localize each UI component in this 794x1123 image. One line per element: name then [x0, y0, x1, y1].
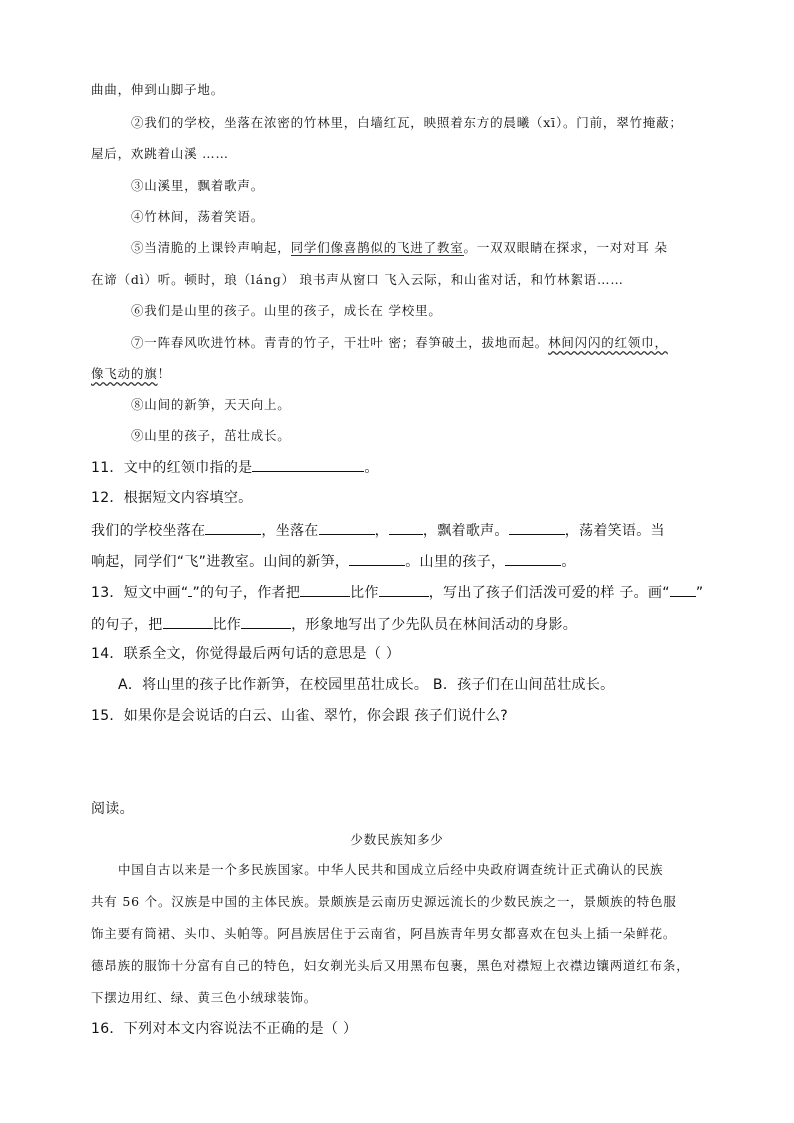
paragraph-3: ③山溪里，飘着歌声。: [131, 178, 265, 193]
text: ！: [157, 366, 171, 381]
paragraph-8: ⑧山间的新笋，天天向上。: [131, 397, 291, 412]
paragraph-4: ④竹林间，荡着笑语。: [131, 209, 265, 224]
answer-blank[interactable]: [205, 521, 261, 535]
question-12-line-1: [91, 521, 665, 539]
text: ⑤当清脆的上课铃声响起，: [131, 240, 291, 255]
article-line-1: 中国自古以来是一个多民族国家。中华人民共和国成立后经中央政府调查统计正式确认的民族: [118, 862, 664, 877]
question-12-line-2: [91, 552, 576, 570]
wavy-underlined-sentence: 林间闪闪的红领巾，: [548, 335, 668, 350]
answer-blank[interactable]: [379, 583, 429, 597]
paragraph-9: ⑨山里的孩子，茁壮成长。: [131, 428, 291, 443]
question-11: [91, 458, 379, 476]
paragraph-2-line-1: ②我们的学校，坐落在浓密的竹林里，白墙红瓦，映照着东方的晨曦（xī）。门前，翠竹掩蔽；: [131, 115, 683, 130]
question-text: 11．文中的红领巾指的是: [91, 460, 253, 476]
text: 。山里的孩子，: [405, 554, 506, 570]
reading-intro: 阅读。: [91, 801, 134, 817]
paragraph-7-line-1: [131, 335, 668, 351]
wavy-line-sample: [670, 583, 696, 597]
answer-blank[interactable]: [241, 615, 291, 629]
straight-underlined-sentence: 同学们像喜鹊似的飞进了教室: [290, 240, 464, 255]
text: 我们的学校坐落在: [91, 523, 206, 539]
text: ”的句子，作者把: [192, 585, 301, 601]
text: ，写出了孩子们活泼可爱的样 子。画“: [428, 585, 670, 601]
question-13-line-1: [91, 583, 703, 601]
paragraph-6: ⑥我们是山里的孩子。山里的孩子，成长在 学校里。: [131, 303, 442, 318]
text: ”: [695, 585, 704, 601]
question-13-line-2: [91, 615, 577, 633]
text: ，荡着笑语。当: [564, 523, 665, 539]
question-12: 12．根据短文内容填空。: [91, 490, 253, 506]
answer-blank[interactable]: [252, 458, 364, 472]
text: ，坐落在: [261, 523, 319, 539]
article-title: 少数民族知多少: [350, 832, 444, 847]
passage-line: 曲曲，伸到山脚子地。: [91, 82, 225, 97]
answer-blank[interactable]: [349, 552, 405, 566]
question-14-options: A．将山里的孩子比作新笋，在校园里茁壮成长。 B．孩子们在山间茁壮成长。: [118, 677, 615, 693]
article-line-5: 下摆边用红、绿、黄三色小绒球装饰。: [91, 990, 318, 1005]
article-line-2: 共有 56 个。汉族是中国的主体民族。景颇族是云南历史源远流长的少数民族之一，景颇族的特色服: [91, 894, 677, 909]
question-text: 。: [364, 460, 379, 476]
text: 比作: [212, 617, 242, 633]
question-15: 15．如果你是会说话的白云、山雀、翠竹，你会跟 孩子们说什么?: [91, 708, 508, 724]
answer-blank[interactable]: [319, 521, 375, 535]
text: 比作: [350, 585, 379, 601]
text: 。: [561, 554, 576, 570]
text: 的句子，把: [91, 617, 163, 633]
answer-blank[interactable]: [389, 521, 423, 535]
wavy-underlined-sentence: 像飞动的旗: [91, 366, 158, 381]
text: ⑦一阵春风吹进竹林。青青的竹子，干壮叶 密；春笋破土，拔地而起。: [131, 335, 549, 350]
answer-blank[interactable]: [505, 552, 561, 566]
paragraph-5-line-2: 在谛（dì）听。顿时，琅（lánɡ） 琅书声从窗口 飞入云际，和山雀对话，和竹林絮语……: [91, 272, 624, 287]
paragraph-5-line-1: [131, 240, 668, 256]
text: ，: [374, 523, 389, 539]
paragraph-7-line-2: [91, 366, 171, 382]
text: 响起，同学们“飞”进教室。山间的新笋，: [91, 554, 350, 570]
question-16: 16．下列对本文内容说法不正确的是（ ）: [91, 1021, 358, 1037]
question-14: 14．联系全文，你觉得最后两句话的意思是（ ）: [91, 646, 401, 662]
text: ，形象地写出了少先队员在林间活动的身影。: [291, 617, 578, 633]
answer-blank[interactable]: [163, 615, 213, 629]
answer-blank[interactable]: [509, 521, 565, 535]
article-line-4: 德昂族的服饰十分富有自己的特色，妇女剃光头后又用黑布包裹，黑色对襟短上衣襟边镶两道红布条，: [91, 958, 690, 973]
paragraph-2-line-2: 屋后，欢跳着山溪 ……: [91, 146, 229, 161]
text: ，飘着歌声。: [422, 523, 509, 539]
answer-blank[interactable]: [300, 583, 350, 597]
text: 13．短文中画“: [91, 585, 189, 601]
article-line-3: 饰主要有筒裙、头巾、头帕等。阿昌族居住于云南省，阿昌族青年男女都喜欢在包头上插一朵鲜花。: [91, 926, 677, 941]
text: 。一双双眼睛在探求，一对对耳 朵: [463, 240, 668, 255]
